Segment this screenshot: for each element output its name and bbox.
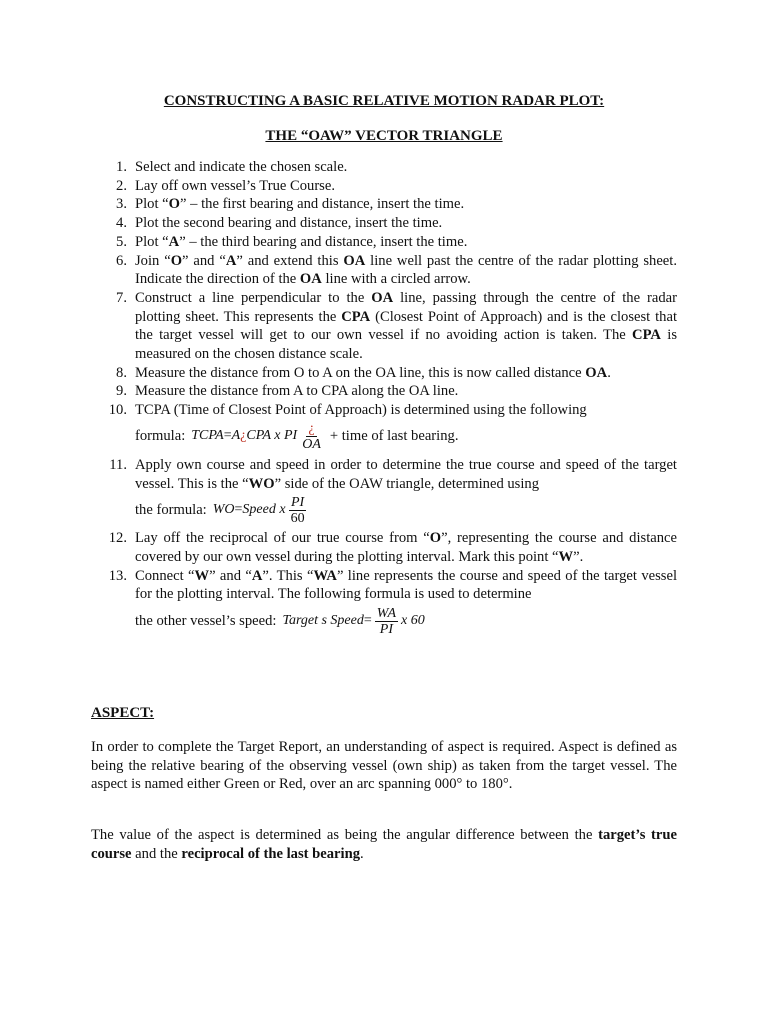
list-item (91, 195, 677, 214)
formula-expression: TCPA = A ¿ CPA x PI $\frac{¿}{OA}$ (191, 421, 321, 453)
step-number: 8. (116, 364, 127, 381)
formula-label: the other vessel’s speed: (135, 612, 277, 629)
step-number: 5. (116, 233, 127, 250)
document-title: CONSTRUCTING A BASIC RELATIVE MOTION RADAR PLOT: (163, 93, 605, 109)
step-number: 11. (109, 456, 127, 473)
step-text: Lay off own vessel’s True Course. (135, 177, 335, 194)
list-item (91, 252, 677, 289)
step-text: TCPA (Time of Closest Point of Approach) is determined using the following (135, 402, 587, 419)
list-item (91, 158, 677, 177)
formula-expression: WO = Speed x $\frac{PI}{60}$ (212, 494, 305, 526)
list-item (91, 401, 677, 454)
step-text: Lay off the reciprocal of our true course from “O”, representing the course and distance covered by our own vessel during the plotting interval. Mark this point “W”. (135, 530, 677, 565)
step-text: Select and indicate the chosen scale. (135, 159, 348, 175)
list-item (91, 456, 677, 527)
step-number: 6. (116, 252, 127, 269)
aspect-paragraph-1: In order to complete the Target Report, an understanding of aspect is required. Aspect is defined as being the relative bearing of the observing vessel (own ship) as taken from the target vessel. The aspect is named either Green or Red, over an arc spanning 000° to 180°. (91, 739, 677, 793)
list-item (91, 382, 677, 401)
formula-label: formula: (135, 428, 186, 445)
step-number: 4. (116, 215, 127, 232)
list-item (91, 529, 677, 566)
formula-label: the formula: (135, 501, 207, 518)
target-speed-formula (135, 604, 677, 638)
list-item (91, 289, 677, 364)
list-item (91, 364, 677, 383)
list-item (91, 214, 677, 233)
step-number: 1. (116, 159, 127, 175)
aspect-paragraph-2: The value of the aspect is determined as being the angular difference between the target’s true course and the reciprocal of the last bearing. (91, 827, 677, 862)
document-subtitle: THE “OAW” VECTOR TRIANGLE (265, 128, 503, 144)
step-text: Apply own course and speed in order to determine the true course and speed of the target vessel. This is the “WO” side of the OAW triangle, determined using (135, 456, 677, 492)
step-text: Plot “O” – the first bearing and distance, insert the time. (135, 196, 465, 213)
step-number: 3. (116, 196, 127, 213)
tcpa-formula (135, 420, 677, 454)
wo-formula (135, 493, 677, 527)
list-item (91, 177, 677, 196)
aspect-heading: ASPECT: (91, 705, 155, 721)
steps-list (91, 158, 677, 638)
step-text: Connect “W” and “A”. This “WA” line represents the course and speed of the target vessel for the plotting interval. The following formula is used to determine (135, 567, 677, 603)
step-number: 13. (108, 567, 127, 584)
step-number: 12. (108, 530, 127, 547)
list-item (91, 567, 677, 638)
formula-suffix: + time of last bearing. (329, 428, 459, 445)
formula-expression: Target s Speed = $\frac{WA}{PI}$ x 60 (282, 605, 425, 637)
step-text: Construct a line perpendicular to the OA line, passing through the centre of the radar plotting sheet. This represents the CPA (Closest Point of Approach) and is the closest that the target vessel will get to our own vessel if no avoiding action is taken. The CPA is measured on the chosen distance scale. (135, 289, 678, 363)
step-number: 7. (116, 289, 127, 306)
list-item (91, 233, 677, 252)
step-text: Join “O” and “A” and extend this OA line well past the centre of the radar plotting sheet. Indicate the direction of the OA line with a circled arrow. (135, 252, 677, 288)
step-text: Plot “A” – the third bearing and distance, insert the time. (135, 233, 468, 250)
step-text: Plot the second bearing and distance, insert the time. (135, 215, 443, 232)
step-number: 9. (116, 383, 127, 400)
step-text: Measure the distance from O to A on the OA line, this is now called distance OA. (135, 364, 611, 381)
step-text: Measure the distance from A to CPA along the OA line. (135, 383, 459, 400)
step-number: 10. (108, 402, 127, 419)
step-number: 2. (116, 177, 127, 194)
